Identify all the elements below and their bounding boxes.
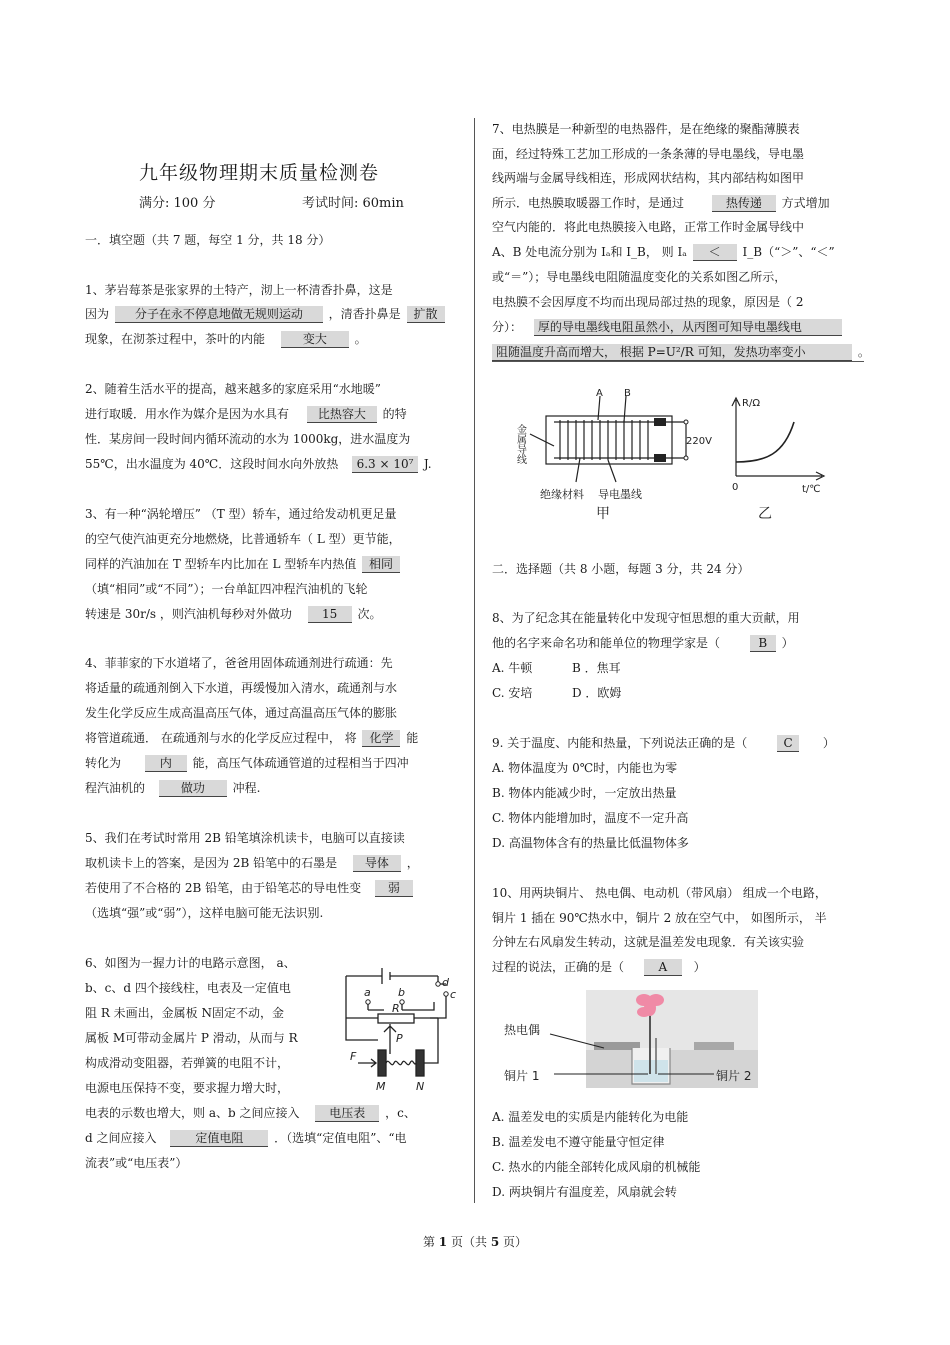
- answer-blank: 弱: [375, 880, 413, 897]
- label-B: B: [624, 388, 631, 399]
- label-copper-2: 铜片 2: [716, 1069, 752, 1083]
- origin-label: 0: [732, 482, 739, 493]
- answer-blank: 6.3 × 10⁷: [352, 456, 418, 473]
- q7-line: 面，经过特殊工艺加工形成的一条条薄的导电墨线，导电墨: [492, 147, 805, 161]
- q9-option-a: A. 物体温度为 0℃时，内能也为零: [492, 761, 678, 775]
- label-jia: 甲: [596, 506, 610, 522]
- q4-text: 能，高压气体疏通管道的过程相当于四冲: [192, 756, 409, 770]
- q10-option-d: D. 两块铜片有温度差，风扇就会转: [492, 1185, 677, 1199]
- label-M: M: [376, 1080, 386, 1093]
- q3-line: 3、有一种“涡轮增压” （T 型）轿车，通过给发动机更足量: [85, 507, 397, 521]
- q7-line: 电热膜不会因厚度不均而出现局部过热的现象，原因是（ 2: [492, 295, 804, 309]
- answer-blank: A: [644, 959, 682, 976]
- q2-text: 进行取暖．用水作为媒介是因为水具有: [85, 407, 290, 421]
- q4-text: 程汽油机的: [85, 781, 146, 795]
- label-R: R: [392, 1002, 400, 1015]
- answer-blank: ＜: [693, 244, 737, 261]
- q5-line: （选填“强”或“弱”），这样电脑可能无法识别.: [85, 906, 324, 920]
- full-score: 满分: 100 分: [139, 196, 216, 211]
- q1-text: 现象，在沏茶过程中，茶叶的内能: [85, 332, 266, 346]
- section1-heading: 一．填空题（共 7 题，每空 1 分，共 18 分）: [85, 233, 331, 247]
- label-P: P: [396, 1032, 403, 1045]
- answer-blank: 比热容大: [307, 406, 377, 423]
- x-axis-label: t/℃: [802, 484, 821, 495]
- q6-text: d 之间应接入: [85, 1131, 157, 1145]
- answer-blank: 相同: [362, 556, 400, 573]
- label-metal-wire: 金属导线: [514, 424, 526, 464]
- q9-text: ）: [822, 736, 835, 750]
- q6-text: ，c、: [385, 1106, 416, 1120]
- q7-text: I_B（“＞”、“＜”: [742, 245, 835, 259]
- q4-text: 将管道疏通． 在疏通剂与水的化学反应过程中， 将: [85, 731, 357, 745]
- q2-text: 55℃，出水温度为 40℃．这段时间水向外放热: [85, 457, 339, 471]
- answer-underline: [492, 361, 864, 362]
- answer-blank: 分子在永不停息地做无规则运动: [115, 306, 323, 323]
- q2-text: J.: [423, 457, 432, 471]
- exam-time: 考试时间: 60min: [302, 196, 404, 211]
- q8-text: ）: [781, 636, 794, 650]
- q1-text: ，清香扑鼻是: [328, 307, 401, 321]
- q3-text: 转速是 30r/s ，则汽油机每秒对外做功: [85, 607, 292, 621]
- heating-film-structure-diagram: [516, 386, 716, 522]
- answer-blank: 定值电阻: [170, 1130, 268, 1147]
- answer-blank: 化学: [362, 730, 400, 747]
- label-N: N: [416, 1080, 425, 1093]
- label-a: a: [364, 986, 371, 999]
- q4-text: 能: [406, 731, 419, 745]
- answer-blank: C: [777, 735, 799, 752]
- label-yi: 乙: [758, 506, 772, 522]
- q2-line: 2、随着生活水平的提高，越来越多的家庭采用“水地暖”: [85, 382, 381, 396]
- answer-blank: 导体: [353, 855, 401, 872]
- label-d: d: [442, 976, 449, 989]
- q7-line: 或“＝”）；导电墨线电阻随温度变化的关系如图乙所示，: [492, 270, 787, 284]
- q10-option-b: B. 温差发电不遵守能量守恒定律: [492, 1135, 665, 1149]
- q10-option-c: C. 热水的内能全部转化成风扇的机械能: [492, 1160, 701, 1174]
- footer-text: 第: [422, 1235, 435, 1249]
- answer-blank: 热传递: [712, 195, 776, 212]
- q9-option-d: D. 高温物体含有的热量比低温物体多: [492, 836, 689, 850]
- q1-line: 1、茅岩莓茶是张家界的土特产，沏上一杯清香扑鼻，这是: [85, 283, 393, 297]
- page-number: 1: [438, 1235, 448, 1249]
- q10-option-a: A. 温差发电的实质是内能转化为电能: [492, 1110, 689, 1124]
- answer-blank: 15: [308, 606, 352, 623]
- label-b: b: [398, 986, 405, 999]
- answer-blank: 做功: [159, 780, 227, 797]
- q1-text: 。: [354, 332, 367, 346]
- q9-option-b: B. 物体内能减少时，一定放出热量: [492, 786, 677, 800]
- q5-text: ，: [406, 856, 419, 870]
- q7-line: 线两端与金属导线相连，形成网状结构，其内部结构如图甲: [492, 171, 805, 185]
- q6-line: 阻 R 未画出，金属板 N固定不动，金: [85, 1006, 284, 1020]
- q7-line: 空气内能的．将此电热膜接入电路，正常工作时金属导线中: [492, 220, 805, 234]
- answer-blank: 电压表: [315, 1105, 379, 1122]
- footer-text: 页（共: [450, 1235, 487, 1249]
- q5-text: 若使用了不合格的 2B 铅笔，由于铅笔芯的导电性变: [85, 881, 362, 895]
- label-ink-line: 导电墨线: [598, 488, 642, 501]
- q4-text: 冲程.: [232, 781, 261, 795]
- q6-text: 电表的示数也增大，则 a、b 之间应接入: [85, 1106, 300, 1120]
- q1-text: 因为: [85, 307, 110, 321]
- q3-line: 的空气使汽油更充分地燃烧，比普通轿车（ L 型）更节能，: [85, 532, 401, 546]
- answer-blank: 阻随温度升高而增大， 根据 P=U²/R 可知，发热功率变小: [492, 344, 852, 361]
- label-insulation: 绝缘材料: [540, 488, 584, 501]
- q6-line: 6、如图为一握力计的电路示意图， a、: [85, 956, 296, 970]
- q4-line: 将适量的疏通剂倒入下水道，再缓慢加入清水，疏通剂与水: [85, 681, 398, 695]
- q10-text: 过程的说法，正确的是（: [492, 960, 625, 974]
- q6-line: b、c、d 四个接线柱，电表及一定值电: [85, 981, 291, 995]
- q6-line: 属板 M可带动金属片 P 滑动，从而与 R: [85, 1031, 298, 1045]
- q8-line: 8、为了纪念其在能量转化中发现守恒思想的重大贡献，用: [492, 611, 800, 625]
- q7-line: 7、电热膜是一种新型的电热器件，是在绝缘的聚酯薄膜表: [492, 122, 800, 136]
- q8-option-a: A. 牛顿: [492, 661, 533, 675]
- answer-blank: 扩散: [407, 306, 445, 323]
- q3-line: （填“相同”或“不同”）；一台单缸四冲程汽油机的飞轮: [85, 582, 368, 596]
- q7-text: 分）：: [492, 320, 523, 334]
- thermoelectric-experiment-photo: [504, 990, 764, 1094]
- q5-line: 5、我们在考试时常用 2B 铅笔填涂机读卡，电脑可以直接读: [85, 831, 405, 845]
- label-A: A: [596, 388, 603, 399]
- q10-line: 10、用两块铜片、 热电偶、电动机（带风扇） 组成一个电路，: [492, 886, 827, 900]
- q4-line: 发生化学反应生成高温高压气体，通过高温高压气体的膨胀: [85, 706, 398, 720]
- answer-blank: 变大: [281, 331, 349, 348]
- q4-text: 转化为: [85, 756, 122, 770]
- q7-text: 。: [857, 345, 870, 359]
- answer-blank: 内: [145, 755, 187, 772]
- label-copper-1: 铜片 1: [504, 1069, 540, 1083]
- q2-text: 的特: [382, 407, 407, 421]
- q8-option-b: B ．焦耳: [572, 661, 621, 675]
- grip-meter-circuit-diagram: [338, 962, 462, 1098]
- label-c: c: [450, 988, 457, 1001]
- q10-text: ）: [693, 960, 706, 974]
- q6-line: 流表”或“电压表”）: [85, 1156, 188, 1170]
- q10-line: 铜片 1 插在 90℃热水中，铜片 2 放在空气中， 如图所示， 半: [492, 911, 827, 925]
- q9-option-c: C. 物体内能增加时，温度不一定升高: [492, 811, 689, 825]
- q6-line: 电源电压保持不变，要求握力增大时，: [85, 1081, 290, 1095]
- total-pages: 5: [490, 1235, 500, 1249]
- y-axis-label: R/Ω: [742, 398, 760, 409]
- q10-line: 分钟左右风扇发生转动，这就是温差发电现象．有关该实验: [492, 935, 805, 949]
- column-divider: [474, 118, 475, 1203]
- q6-text: ．（选填“定值电阻”、“电: [274, 1131, 407, 1145]
- footer-text: 页）: [503, 1235, 528, 1249]
- q8-option-d: D ．欧姆: [572, 686, 622, 700]
- answer-blank: B: [750, 635, 776, 652]
- q8-text: 他的名字来命名功和能单位的物理学家是（: [492, 636, 721, 650]
- q7-text: A、B 处电流分别为 Iₐ和 I_B， 则 Iₐ: [492, 245, 687, 259]
- answer-blank: 厚的导电墨线电阻虽然小，从丙图可知导电墨线电: [534, 319, 842, 336]
- label-F: F: [350, 1050, 357, 1063]
- label-220v: 220V: [686, 436, 712, 447]
- label-thermocouple: 热电偶: [504, 1023, 541, 1037]
- q6-line: 构成滑动变阻器，若弹簧的电阻不计，: [85, 1056, 290, 1070]
- q4-line: 4、菲菲家的下水道堵了，爸爸用固体疏通剂进行疏通：先: [85, 656, 393, 670]
- q8-option-c: C. 安培: [492, 686, 533, 700]
- q7-text: 所示．电热膜取暖器工作时，是通过: [492, 196, 685, 210]
- resistance-temperature-graph: [722, 390, 832, 522]
- q5-text: 取机读卡上的答案，是因为 2B 铅笔中的石墨是: [85, 856, 338, 870]
- q3-text: 同样的汽油加在 T 型轿车内比加在 L 型轿车内热值: [85, 557, 357, 571]
- page-title: 九年级物理期末质量检测卷: [139, 162, 380, 184]
- q9-stem: 9. 关于温度、内能和热量，下列说法正确的是（: [492, 736, 748, 750]
- q3-text: 次。: [357, 607, 382, 621]
- page-footer: [0, 1233, 950, 1250]
- section2-heading: 二．选择题（共 8 小题，每题 3 分，共 24 分）: [492, 562, 750, 576]
- q7-text: 方式增加: [781, 196, 830, 210]
- q2-line: 性．某房间一段时间内循环流动的水为 1000kg，进水温度为: [85, 432, 411, 446]
